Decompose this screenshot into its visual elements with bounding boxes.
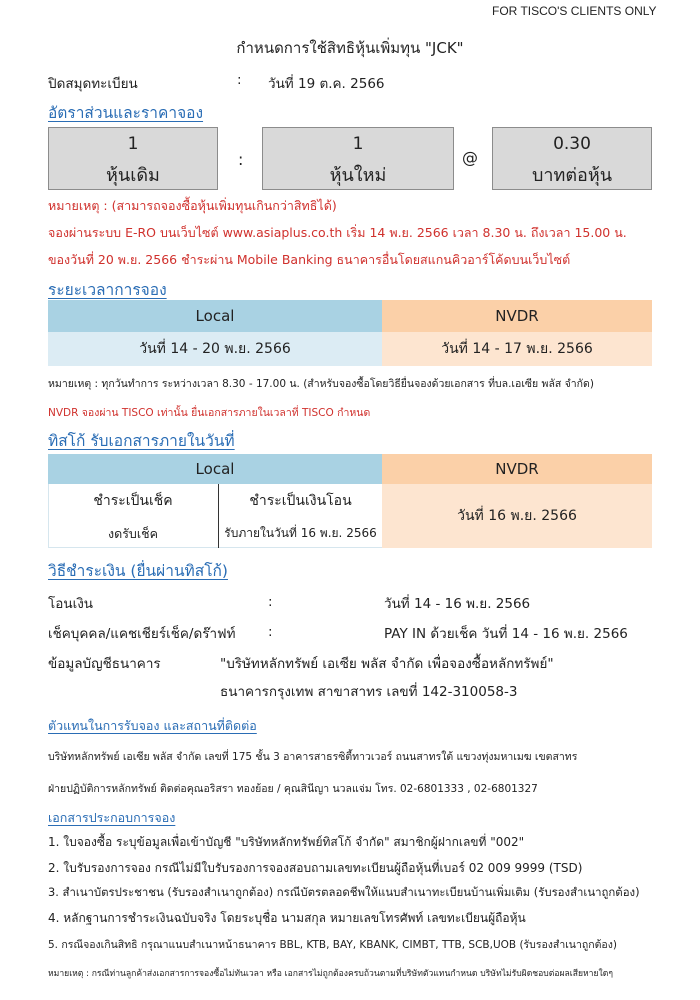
bank-account-name: "บริษัทหลักทรัพย์ เอเซีย พลัส จำกัด เพื่อจองซื้อหลักทรัพย์" bbox=[220, 656, 554, 672]
docs-heading: เอกสารประกอบการจอง bbox=[48, 810, 176, 825]
period-table bbox=[48, 300, 652, 366]
price-box bbox=[492, 127, 652, 190]
at-sign: @ bbox=[462, 148, 478, 167]
ratio-note-3: ของวันที่ 20 พ.ย. 2566 ชำระผ่าน Mobile Banking ธนาคารอื่นโดยสแกนคิวอาร์โค้ดบนเว็บไซต์ bbox=[48, 252, 571, 267]
ratio-note-1: หมายเหตุ : (สามารถจองซื้อหุ้นเพิ่มทุนเกินกว่าสิทธิได้) bbox=[48, 198, 337, 213]
receive-nvdr-header: NVDR bbox=[382, 454, 652, 484]
payment-transfer-colon: : bbox=[268, 594, 273, 610]
price-number: 0.30 bbox=[553, 134, 591, 154]
payment-heading: วิธีชำระเงิน (ยื่นผ่านทิสโก้) bbox=[48, 562, 228, 580]
old-share-box bbox=[48, 127, 218, 190]
payment-transfer-label: โอนเงิน bbox=[48, 596, 94, 612]
doc-item: 4. หลักฐานการชำระเงินฉบับจริง โดยระบุชื่อ นามสกุล หมายเลขโทรศัพท์ เลขทะเบียนผู้ถือหุ้น bbox=[48, 911, 526, 925]
agent-heading: ตัวแทนในการรับจอง และสถานที่ติดต่อ bbox=[48, 718, 257, 733]
doc-item: 3. สำเนาบัตรประชาชน (รับรองสำเนาถูกต้อง) กรณีบัตรตลอดชีพให้แนบสำเนาทะเบียนบ้านเพิ่มเติม (รับรองสำเนาถูกต้อง) bbox=[48, 885, 640, 899]
period-heading: ระยะเวลาการจอง bbox=[48, 281, 167, 299]
period-nvdr-date: วันที่ 14 - 17 พ.ย. 2566 bbox=[382, 332, 652, 366]
docs-footnote: หมายเหตุ : กรณีท่านลูกค้าส่งเอกสารการจองซื้อไม่ทันเวลา หรือ เอกสารไม่ถูกต้องครบถ้วนตามที่บริษัทตัวแทนกำหนด บริษัทไม่รับผิดชอบต่อผลเสียหายใดๆ bbox=[48, 969, 613, 979]
period-local-date: วันที่ 14 - 20 พ.ย. 2566 bbox=[48, 332, 382, 366]
page-title: กำหนดการใช้สิทธิหุ้นเพิ่มทุน "JCK" bbox=[236, 39, 464, 57]
payment-cheque-label: เช็คบุคคล/แคชเชียร์เช็ค/ดร๊าฟท์ bbox=[48, 626, 236, 642]
receive-table bbox=[48, 454, 652, 548]
new-share-number: 1 bbox=[352, 134, 364, 154]
ratio-colon: : bbox=[238, 150, 244, 169]
agent-contact: ฝ่ายปฏิบัติการหลักทรัพย์ ติดต่อคุณอริสรา ทองย้อย / คุณสินีญา นวลแจ่ม โทร. 02-6801333 , 02-6801327 bbox=[48, 783, 538, 795]
receive-check-label: ชำระเป็นเช็ค bbox=[93, 493, 173, 509]
receive-heading: ทิสโก้ รับเอกสารภายในวันที่ bbox=[48, 432, 235, 450]
corner-note: FOR TISCO'S CLIENTS ONLY bbox=[492, 4, 657, 18]
closing-label: ปิดสมุดทะเบียน bbox=[48, 76, 138, 92]
old-share-number: 1 bbox=[127, 134, 139, 154]
new-share-label: หุ้นใหม่ bbox=[329, 165, 387, 186]
ratio-heading: อัตราส่วนและราคาจอง bbox=[48, 104, 204, 122]
payment-transfer-value: วันที่ 14 - 16 พ.ย. 2566 bbox=[384, 596, 531, 612]
period-note-1: หมายเหตุ : ทุกวันทำการ ระหว่างเวลา 8.30 - 17.00 น. (สำหรับจองซื้อโดยวิธียื่นจองด้วยเอกสาร ที่บล.เอเซีย พลัส จำกัด) bbox=[48, 378, 594, 390]
payment-cheque-value: PAY IN ด้วยเช็ค วันที่ 14 - 16 พ.ย. 2566 bbox=[384, 626, 628, 642]
period-note-2: NVDR จองผ่าน TISCO เท่านั้น ยื่นเอกสารภายในเวลาที่ TISCO กำหนด bbox=[48, 407, 371, 419]
bank-label: ข้อมูลบัญชีธนาคาร bbox=[48, 656, 161, 672]
receive-local-header: Local bbox=[48, 454, 382, 484]
doc-item: 5. กรณีจองเกินสิทธิ กรุณาแนบสำเนาหน้าธนาคาร BBL, KTB, BAY, KBANK, CIMBT, TTB, SCB,UOB (รับรองสำเนาถูกต้อง) bbox=[48, 939, 617, 951]
receive-transfer-value: รับภายในวันที่ 16 พ.ย. 2566 bbox=[224, 526, 377, 540]
new-share-box bbox=[262, 127, 454, 190]
closing-colon: : bbox=[237, 72, 242, 88]
price-label: บาทต่อหุ้น bbox=[531, 165, 613, 186]
period-nvdr-header: NVDR bbox=[382, 300, 652, 332]
receive-transfer-label: ชำระเป็นเงินโอน bbox=[249, 493, 352, 509]
bank-account-number: ธนาคารกรุงเทพ สาขาสาทร เลขที่ 142-310058-3 bbox=[220, 684, 518, 700]
ratio-note-2: จองผ่านระบบ E-RO บนเว็บไซต์ www.asiaplus.co.th เริ่ม 14 พ.ย. 2566 เวลา 8.30 น. ถึงเวลา 15.00 น. bbox=[48, 225, 627, 240]
payment-cheque-colon: : bbox=[268, 624, 273, 640]
receive-nvdr-date: วันที่ 16 พ.ย. 2566 bbox=[382, 484, 652, 548]
doc-item: 2. ใบรับรองการจอง กรณีไม่มีใบรับรองการจองสอบถามเลขทะเบียนผู้ถือหุ้นที่เบอร์ 02 009 9999 (TSD) bbox=[48, 861, 583, 875]
old-share-label: หุ้นเดิม bbox=[106, 165, 160, 186]
period-local-header: Local bbox=[48, 300, 382, 332]
doc-item: 1. ใบจองซื้อ ระบุข้อมูลเพื่อเข้าบัญชี "บริษัทหลักทรัพย์ทิสโก้ จำกัด" สมาชิกผู้ฝากเลขที่ "002" bbox=[48, 835, 525, 849]
closing-value: วันที่ 19 ต.ค. 2566 bbox=[268, 76, 385, 92]
agent-address: บริษัทหลักทรัพย์ เอเซีย พลัส จำกัด เลขที่ 175 ชั้น 3 อาคารสาธรซิตี้ทาวเวอร์ ถนนสาทรใต้ แขวงทุ่งมหาเมฆ เขตสาทร bbox=[48, 751, 578, 763]
receive-check-value: งดรับเช็ค bbox=[108, 526, 158, 541]
